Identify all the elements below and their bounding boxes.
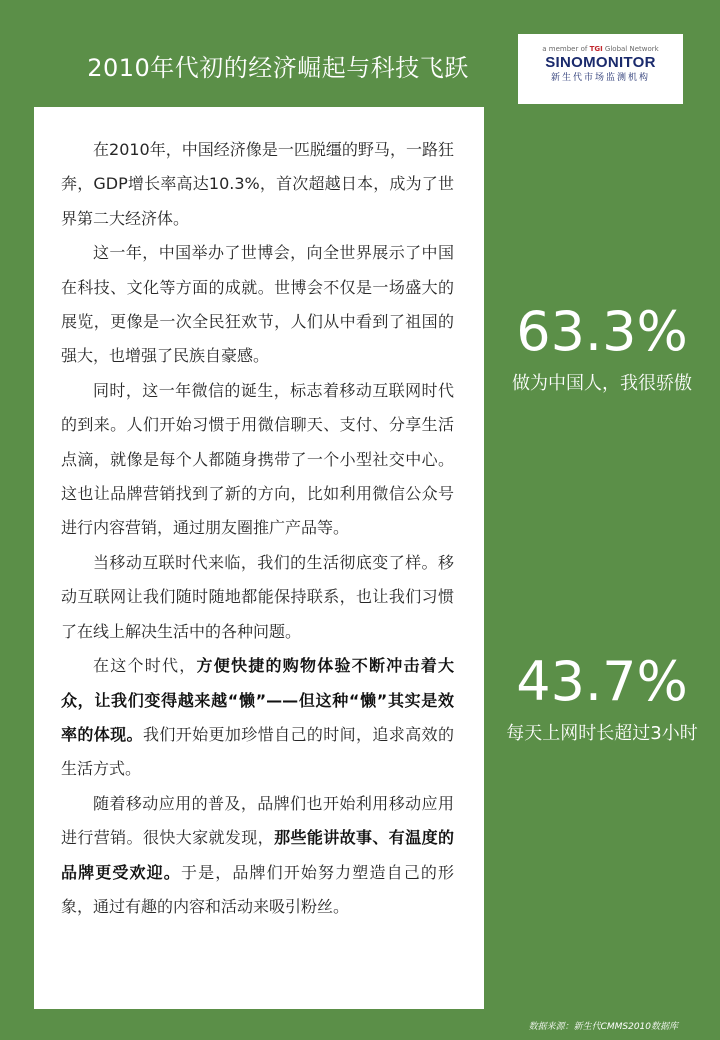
article-paragraph: [61, 546, 454, 649]
article-paragraph: [61, 236, 454, 374]
paragraph-text: 当移动互联时代来临，我们的生活彻底变了样。移动互联网让我们随时随地都能保持联系，也让我们习惯了在线上解决生活中的各种问题。: [61, 552, 454, 641]
article-paragraph: [61, 133, 454, 236]
data-source-note: 数据来源：新生代CMMS2010数据库: [528, 1022, 678, 1032]
paragraph-text: 同时，这一年微信的诞生，标志着移动互联网时代的到来。人们开始习惯于用微信聊天、支付、分享生活点滴，就像是每个人都随身携带了一个小型社交中心。这也让品牌营销找到了新的方向，比如利用微信公众号进行内容营销，通过朋友圈推广产品等。: [61, 380, 454, 538]
paragraph-text: 在这个时代，: [93, 656, 197, 676]
highlighted-text: 那些能讲故事、有温度的品牌更受欢迎。: [61, 828, 454, 882]
article-panel: [34, 107, 484, 1009]
stat-value: 43.7%: [516, 650, 688, 713]
paragraph-text: 我们开始更加珍惜自己的时间，追求高效的生活方式。: [61, 724, 454, 779]
article-body: [61, 133, 454, 924]
logo-tagline: [518, 44, 683, 54]
article-paragraph: [61, 787, 454, 925]
page-title: 2010年代初的经济崛起与科技飞跃: [87, 54, 469, 82]
sinomonitor-logo: [518, 34, 683, 104]
paragraph-text: 这一年，中国举办了世博会，向全世界展示了中国在科技、文化等方面的成就。世博会不仅是一场盛大的展览，更像是一次全民狂欢节，人们从中看到了祖国的强大，也增强了民族自豪感。: [61, 243, 454, 366]
article-paragraph: [61, 374, 454, 546]
logo-name: SINOMONITOR: [545, 54, 656, 71]
logo-subtitle: 新生代市场监测机构: [550, 73, 650, 83]
article-paragraph: [61, 649, 454, 787]
stat-label: 做为中国人，我很骄傲: [512, 373, 692, 394]
stat-proud-chinese: [484, 302, 720, 398]
paragraph-text: 随着移动应用的普及，品牌们也开始利用移动应用进行营销。很快大家就发现，: [61, 793, 454, 848]
logo-tagline-brand: TGI: [589, 45, 603, 53]
logo-tagline-post: Global Network: [604, 45, 659, 53]
highlighted-text: 方便快捷的购物体验不断冲击着大众，让我们变得越来越“懒”——但这种“懒”其实是效率的体现。: [61, 656, 454, 744]
paragraph-text: 在2010年，中国经济像是一匹脱缰的野马，一路狂奔，GDP增长率高达10.3%，首次超越日本，成为了世界第二大经济体。: [61, 140, 454, 228]
stat-online-hours: [484, 652, 720, 748]
stat-value: 63.3%: [516, 300, 688, 363]
paragraph-text: 于是，品牌们开始努力塑造自己的形象，通过有趣的内容和活动来吸引粉丝。: [61, 862, 454, 916]
stat-label: 每天上网时长超过3小时: [506, 723, 698, 744]
logo-tagline-pre: a member of: [542, 45, 588, 53]
